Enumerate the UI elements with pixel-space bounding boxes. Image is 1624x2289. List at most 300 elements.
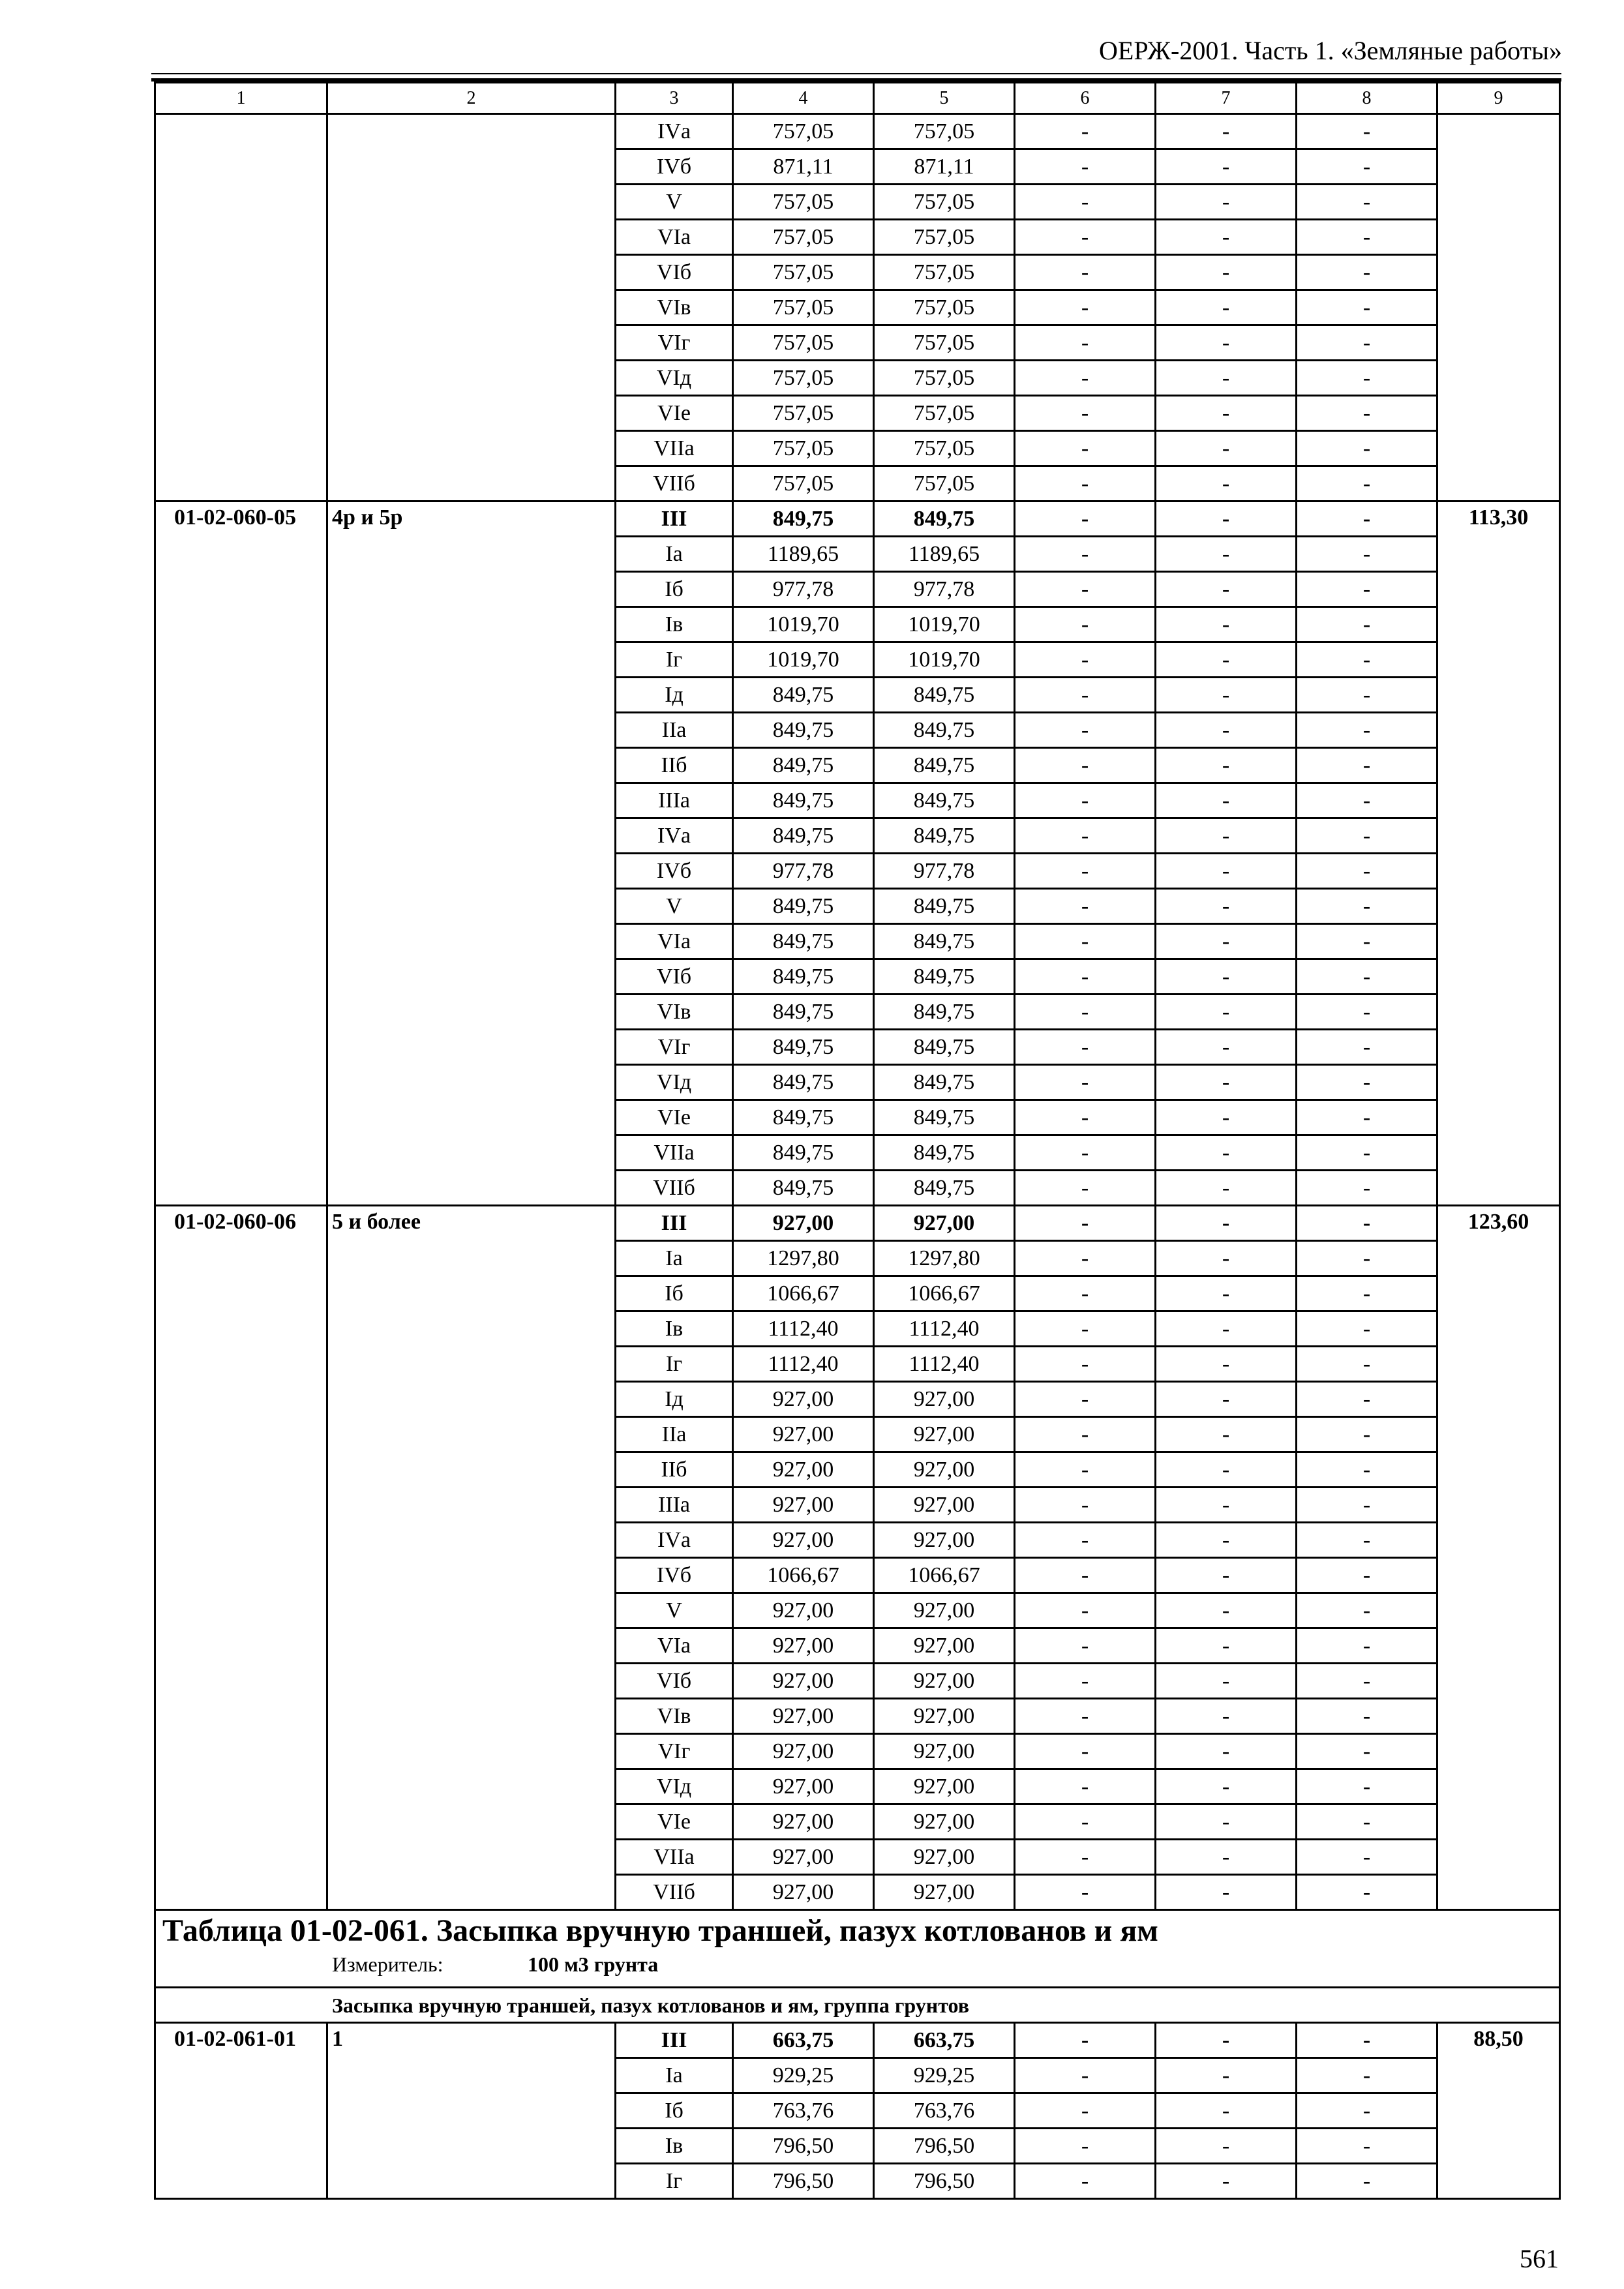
value-cell: - (1297, 1382, 1437, 1417)
value-cell: - (1156, 1417, 1297, 1452)
soil-group-cell: Iд (616, 1382, 733, 1417)
soil-group-cell: Iд (616, 678, 733, 713)
value-cell: - (1015, 255, 1156, 290)
desc-cell: 5 и более (327, 1206, 616, 1910)
value-cell: - (1297, 1171, 1437, 1206)
value-cell: - (1015, 607, 1156, 642)
value-cell: 927,00 (874, 1417, 1015, 1452)
value-cell: 929,25 (874, 2058, 1015, 2093)
value-cell: - (1156, 1452, 1297, 1488)
value-cell: - (1015, 114, 1156, 149)
value-cell: - (1156, 1628, 1297, 1664)
soil-group-cell: III (616, 2023, 733, 2058)
page-number: 561 (1520, 2244, 1559, 2273)
value-cell: 927,00 (874, 1769, 1015, 1804)
value-cell: - (1297, 255, 1437, 290)
value-cell: - (1297, 1699, 1437, 1734)
value-cell: - (1015, 290, 1156, 325)
value-cell: - (1297, 1488, 1437, 1523)
value-cell: - (1156, 1311, 1297, 1347)
value-cell: - (1156, 572, 1297, 607)
value-cell: 757,05 (733, 466, 874, 501)
soil-group-cell: Iа (616, 1241, 733, 1276)
value-cell: - (1015, 1558, 1156, 1593)
value-cell: - (1156, 537, 1297, 572)
value-cell: 1112,40 (733, 1311, 874, 1347)
soil-group-cell: VIб (616, 959, 733, 995)
value-cell: - (1297, 748, 1437, 783)
value-cell: 927,00 (733, 1452, 874, 1488)
value-cell: 849,75 (874, 889, 1015, 924)
value-cell: - (1015, 361, 1156, 396)
soil-group-cell: Iб (616, 2093, 733, 2129)
value-cell: - (1015, 1769, 1156, 1804)
value-cell: - (1015, 889, 1156, 924)
header-rule-thin (151, 73, 1561, 74)
value-cell: 927,00 (733, 1664, 874, 1699)
rates-table (154, 82, 1561, 2200)
value-cell: - (1297, 783, 1437, 818)
value-cell: - (1297, 1311, 1437, 1347)
value-cell: 977,78 (733, 572, 874, 607)
soil-group-cell: VIд (616, 361, 733, 396)
value-cell: - (1156, 783, 1297, 818)
code-cell: 01-02-061-01 (155, 2023, 327, 2199)
value-cell: 927,00 (874, 1840, 1015, 1875)
value-cell: 927,00 (733, 1593, 874, 1628)
value-cell: - (1015, 678, 1156, 713)
value-cell: - (1156, 185, 1297, 220)
value-cell: - (1156, 678, 1297, 713)
value-cell: 757,05 (733, 185, 874, 220)
value-cell: - (1156, 748, 1297, 783)
value-cell: 757,05 (874, 255, 1015, 290)
value-cell: - (1156, 1206, 1297, 1241)
value-cell: - (1297, 1276, 1437, 1311)
value-cell: - (1156, 818, 1297, 854)
value-cell: - (1297, 1628, 1437, 1664)
value-cell: - (1297, 1206, 1437, 1241)
value-cell: - (1156, 431, 1297, 466)
value-cell: 1297,80 (733, 1241, 874, 1276)
value-cell: - (1015, 1030, 1156, 1065)
value-cell: - (1297, 114, 1437, 149)
value-cell: 927,00 (874, 1523, 1015, 1558)
soil-group-cell: IIа (616, 713, 733, 748)
value-cell: - (1015, 1804, 1156, 1840)
value-cell: 1019,70 (733, 607, 874, 642)
value-cell: 927,00 (733, 1875, 874, 1910)
soil-group-cell: Iб (616, 1276, 733, 1311)
value-cell: 1112,40 (733, 1347, 874, 1382)
table-title: Таблица 01-02-061. Засыпка вручную траншей, пазух котлованов и ям (162, 1913, 1158, 1948)
value-cell: - (1015, 1593, 1156, 1628)
soil-group-cell: VIд (616, 1065, 733, 1100)
column-number: 7 (1156, 83, 1297, 114)
soil-group-cell: VIе (616, 1804, 733, 1840)
table-subtitle: Засыпка вручную траншей, пазух котлованов и ям, группа грунтов (155, 1988, 1560, 2023)
value-cell: 849,75 (733, 678, 874, 713)
value-cell: - (1015, 1347, 1156, 1382)
soil-group-cell: IIа (616, 1417, 733, 1452)
column-number: 8 (1297, 83, 1437, 114)
desc-cell: 4р и 5р (327, 501, 616, 1206)
soil-group-cell: VIг (616, 325, 733, 361)
value-cell: 663,75 (874, 2023, 1015, 2058)
value-cell: - (1156, 1276, 1297, 1311)
value-cell: 849,75 (733, 783, 874, 818)
value-cell: 796,50 (733, 2129, 874, 2164)
value-cell: 927,00 (874, 1875, 1015, 1910)
value-cell: - (1156, 1030, 1297, 1065)
value-cell: 927,00 (733, 1769, 874, 1804)
value-cell: - (1297, 537, 1437, 572)
value-cell: - (1156, 396, 1297, 431)
table-title-row (155, 1910, 1560, 1988)
soil-group-cell: VIв (616, 995, 733, 1030)
value-cell: - (1156, 1734, 1297, 1769)
value-cell: 927,00 (874, 1206, 1015, 1241)
value-cell: 1189,65 (733, 537, 874, 572)
value-cell: 1066,67 (874, 1558, 1015, 1593)
total-cell: 123,60 (1437, 1206, 1560, 1910)
value-cell: - (1156, 1488, 1297, 1523)
value-cell: - (1015, 501, 1156, 537)
column-number: 2 (327, 83, 616, 114)
value-cell: - (1297, 501, 1437, 537)
value-cell: 757,05 (874, 185, 1015, 220)
value-cell: 849,75 (874, 1100, 1015, 1135)
soil-group-cell: IIIа (616, 783, 733, 818)
value-cell: 849,75 (874, 501, 1015, 537)
value-cell: - (1297, 1030, 1437, 1065)
total-cell (1437, 114, 1560, 501)
value-cell: - (1156, 1347, 1297, 1382)
soil-group-cell: VIIа (616, 431, 733, 466)
value-cell: - (1015, 1241, 1156, 1276)
value-cell: 927,00 (733, 1699, 874, 1734)
value-cell: - (1015, 854, 1156, 889)
measure (162, 1951, 1559, 1977)
value-cell: - (1015, 1311, 1156, 1347)
value-cell: 927,00 (733, 1804, 874, 1840)
soil-group-cell: IIIа (616, 1488, 733, 1523)
value-cell: - (1015, 748, 1156, 783)
value-cell: 927,00 (733, 1488, 874, 1523)
value-cell: 1066,67 (874, 1276, 1015, 1311)
value-cell: - (1015, 1840, 1156, 1875)
soil-group-cell: VIIб (616, 1875, 733, 1910)
value-cell: - (1156, 255, 1297, 290)
value-cell: 849,75 (874, 783, 1015, 818)
value-cell: - (1297, 572, 1437, 607)
value-cell: - (1297, 1804, 1437, 1840)
value-cell: 927,00 (874, 1593, 1015, 1628)
soil-group-cell: V (616, 1593, 733, 1628)
value-cell: - (1156, 114, 1297, 149)
soil-group-cell: Iг (616, 2164, 733, 2199)
value-cell: 927,00 (733, 1734, 874, 1769)
value-cell: 757,05 (874, 114, 1015, 149)
value-cell: 757,05 (874, 431, 1015, 466)
soil-group-cell: VIв (616, 1699, 733, 1734)
soil-group-cell: IVб (616, 854, 733, 889)
value-cell: 1019,70 (874, 642, 1015, 678)
value-cell: 849,75 (733, 1100, 874, 1135)
value-cell: - (1297, 995, 1437, 1030)
value-cell: - (1156, 361, 1297, 396)
soil-group-cell: Iа (616, 537, 733, 572)
value-cell: - (1156, 501, 1297, 537)
value-cell: 849,75 (874, 995, 1015, 1030)
soil-group-cell: VIIб (616, 466, 733, 501)
soil-group-cell: VIа (616, 1628, 733, 1664)
value-cell: - (1156, 1171, 1297, 1206)
value-cell: - (1297, 396, 1437, 431)
value-cell: - (1156, 2164, 1297, 2199)
soil-group-cell: VIIа (616, 1135, 733, 1171)
value-cell: - (1297, 1558, 1437, 1593)
value-cell: - (1015, 1065, 1156, 1100)
soil-group-cell: Iг (616, 1347, 733, 1382)
value-cell: 927,00 (733, 1628, 874, 1664)
value-cell: - (1156, 924, 1297, 959)
column-number-row (155, 83, 1560, 114)
value-cell: 849,75 (733, 924, 874, 959)
value-cell: - (1297, 431, 1437, 466)
value-cell: - (1156, 2093, 1297, 2129)
value-cell: 757,05 (733, 325, 874, 361)
value-cell: - (1297, 325, 1437, 361)
measure-value: 100 м3 грунта (528, 1952, 659, 1976)
value-cell: - (1297, 818, 1437, 854)
value-cell: - (1156, 1135, 1297, 1171)
value-cell: - (1156, 1664, 1297, 1699)
value-cell: - (1297, 1734, 1437, 1769)
value-cell: - (1297, 185, 1437, 220)
value-cell: 849,75 (733, 501, 874, 537)
value-cell: - (1297, 642, 1437, 678)
value-cell: 1297,80 (874, 1241, 1015, 1276)
value-cell: 849,75 (874, 924, 1015, 959)
value-cell: - (1156, 854, 1297, 889)
column-number: 3 (616, 83, 733, 114)
soil-group-cell: VIIа (616, 1840, 733, 1875)
value-cell: 849,75 (874, 713, 1015, 748)
code-cell: 01-02-060-05 (155, 501, 327, 1206)
value-cell: 1066,67 (733, 1558, 874, 1593)
value-cell: - (1156, 607, 1297, 642)
value-cell: - (1156, 1875, 1297, 1910)
value-cell: - (1015, 783, 1156, 818)
soil-group-cell: Iа (616, 2058, 733, 2093)
value-cell: 849,75 (874, 1171, 1015, 1206)
value-cell: 927,00 (874, 1488, 1015, 1523)
value-cell: - (1015, 924, 1156, 959)
value-cell: 849,75 (874, 818, 1015, 854)
value-cell: - (1156, 149, 1297, 185)
value-cell: - (1297, 1840, 1437, 1875)
value-cell: - (1297, 959, 1437, 995)
value-cell: 849,75 (733, 818, 874, 854)
value-cell: - (1156, 713, 1297, 748)
value-cell: 849,75 (733, 959, 874, 995)
value-cell: - (1297, 361, 1437, 396)
value-cell: - (1297, 2129, 1437, 2164)
value-cell: - (1297, 220, 1437, 255)
value-cell: - (1015, 220, 1156, 255)
soil-group-cell: VIе (616, 396, 733, 431)
value-cell: - (1015, 1875, 1156, 1910)
value-cell: 927,00 (733, 1206, 874, 1241)
value-cell: - (1015, 818, 1156, 854)
value-cell: - (1297, 149, 1437, 185)
value-cell: - (1297, 678, 1437, 713)
table-row-main (155, 1206, 1560, 1241)
value-cell: 927,00 (733, 1523, 874, 1558)
value-cell: 1189,65 (874, 537, 1015, 572)
value-cell: 927,00 (733, 1840, 874, 1875)
value-cell: - (1015, 537, 1156, 572)
value-cell: 796,50 (733, 2164, 874, 2199)
value-cell: 927,00 (733, 1417, 874, 1452)
value-cell: - (1156, 325, 1297, 361)
value-cell: - (1015, 1135, 1156, 1171)
value-cell: - (1156, 1840, 1297, 1875)
value-cell: 757,05 (733, 290, 874, 325)
soil-group-cell: Iб (616, 572, 733, 607)
value-cell: - (1015, 1100, 1156, 1135)
value-cell: 849,75 (733, 748, 874, 783)
value-cell: - (1156, 1241, 1297, 1276)
value-cell: - (1015, 1206, 1156, 1241)
column-number: 4 (733, 83, 874, 114)
value-cell: 927,00 (874, 1628, 1015, 1664)
value-cell: 757,05 (733, 255, 874, 290)
value-cell: 849,75 (874, 1135, 1015, 1171)
soil-group-cell: IIб (616, 748, 733, 783)
column-number: 5 (874, 83, 1015, 114)
soil-group-cell: III (616, 1206, 733, 1241)
soil-group-cell: Iв (616, 2129, 733, 2164)
value-cell: - (1297, 1347, 1437, 1382)
value-cell: 796,50 (874, 2164, 1015, 2199)
value-cell: - (1297, 1241, 1437, 1276)
value-cell: 763,76 (733, 2093, 874, 2129)
value-cell: - (1015, 2129, 1156, 2164)
soil-group-cell: Iв (616, 607, 733, 642)
value-cell: - (1156, 1523, 1297, 1558)
value-cell: 927,00 (874, 1699, 1015, 1734)
value-cell: - (1297, 2164, 1437, 2199)
value-cell: - (1297, 854, 1437, 889)
value-cell: - (1015, 995, 1156, 1030)
value-cell: - (1297, 466, 1437, 501)
value-cell: 927,00 (874, 1382, 1015, 1417)
value-cell: 849,75 (874, 959, 1015, 995)
value-cell: - (1297, 290, 1437, 325)
value-cell: 849,75 (874, 1030, 1015, 1065)
rates-table-body (155, 83, 1560, 2199)
value-cell: - (1156, 1699, 1297, 1734)
value-cell: 1112,40 (874, 1347, 1015, 1382)
value-cell: - (1015, 185, 1156, 220)
soil-group-cell: VIд (616, 1769, 733, 1804)
soil-group-cell: III (616, 501, 733, 537)
value-cell: 757,05 (874, 290, 1015, 325)
value-cell: - (1156, 1100, 1297, 1135)
value-cell: - (1297, 2023, 1437, 2058)
value-cell: 849,75 (874, 748, 1015, 783)
value-cell: - (1015, 1523, 1156, 1558)
value-cell: - (1015, 1734, 1156, 1769)
value-cell: - (1156, 2058, 1297, 2093)
value-cell: 977,78 (874, 854, 1015, 889)
running-header: ОЕРЖ-2001. Часть 1. «Земляные работы» (1099, 36, 1562, 65)
value-cell: - (1156, 1065, 1297, 1100)
value-cell: - (1015, 325, 1156, 361)
value-cell: 757,05 (874, 220, 1015, 255)
value-cell: - (1015, 1488, 1156, 1523)
value-cell: 663,75 (733, 2023, 874, 2058)
value-cell: 849,75 (733, 1065, 874, 1100)
soil-group-cell: VIе (616, 1100, 733, 1135)
value-cell: 927,00 (874, 1734, 1015, 1769)
value-cell: - (1297, 1417, 1437, 1452)
value-cell: 849,75 (733, 1171, 874, 1206)
table-row-main (155, 501, 1560, 537)
measure-label: Измеритель: (332, 1952, 444, 1976)
value-cell: - (1297, 1135, 1437, 1171)
value-cell: - (1297, 1664, 1437, 1699)
soil-group-cell: V (616, 889, 733, 924)
soil-group-cell: VIв (616, 290, 733, 325)
value-cell: 929,25 (733, 2058, 874, 2093)
value-cell: 757,05 (733, 431, 874, 466)
value-cell: 849,75 (733, 713, 874, 748)
soil-group-cell: IVа (616, 1523, 733, 1558)
value-cell: 927,00 (874, 1664, 1015, 1699)
soil-group-cell: IVа (616, 114, 733, 149)
value-cell: - (1015, 149, 1156, 185)
value-cell: - (1156, 290, 1297, 325)
value-cell: 796,50 (874, 2129, 1015, 2164)
value-cell: - (1015, 1452, 1156, 1488)
soil-group-cell: IVб (616, 1558, 733, 1593)
value-cell: - (1015, 959, 1156, 995)
value-cell: - (1297, 2093, 1437, 2129)
value-cell: - (1015, 1699, 1156, 1734)
value-cell: - (1015, 2164, 1156, 2199)
value-cell: - (1297, 1065, 1437, 1100)
value-cell: 849,75 (733, 889, 874, 924)
soil-group-cell: VIа (616, 924, 733, 959)
value-cell: 757,05 (874, 361, 1015, 396)
soil-group-cell: VIб (616, 1664, 733, 1699)
column-number: 9 (1437, 83, 1560, 114)
total-cell: 113,30 (1437, 501, 1560, 1206)
value-cell: - (1015, 1417, 1156, 1452)
value-cell: - (1297, 2058, 1437, 2093)
value-cell: 849,75 (874, 678, 1015, 713)
value-cell: 977,78 (733, 854, 874, 889)
value-cell: - (1015, 1276, 1156, 1311)
value-cell: - (1015, 2023, 1156, 2058)
value-cell: 757,05 (733, 396, 874, 431)
value-cell: - (1297, 1769, 1437, 1804)
value-cell: - (1156, 1558, 1297, 1593)
value-cell: - (1015, 1171, 1156, 1206)
